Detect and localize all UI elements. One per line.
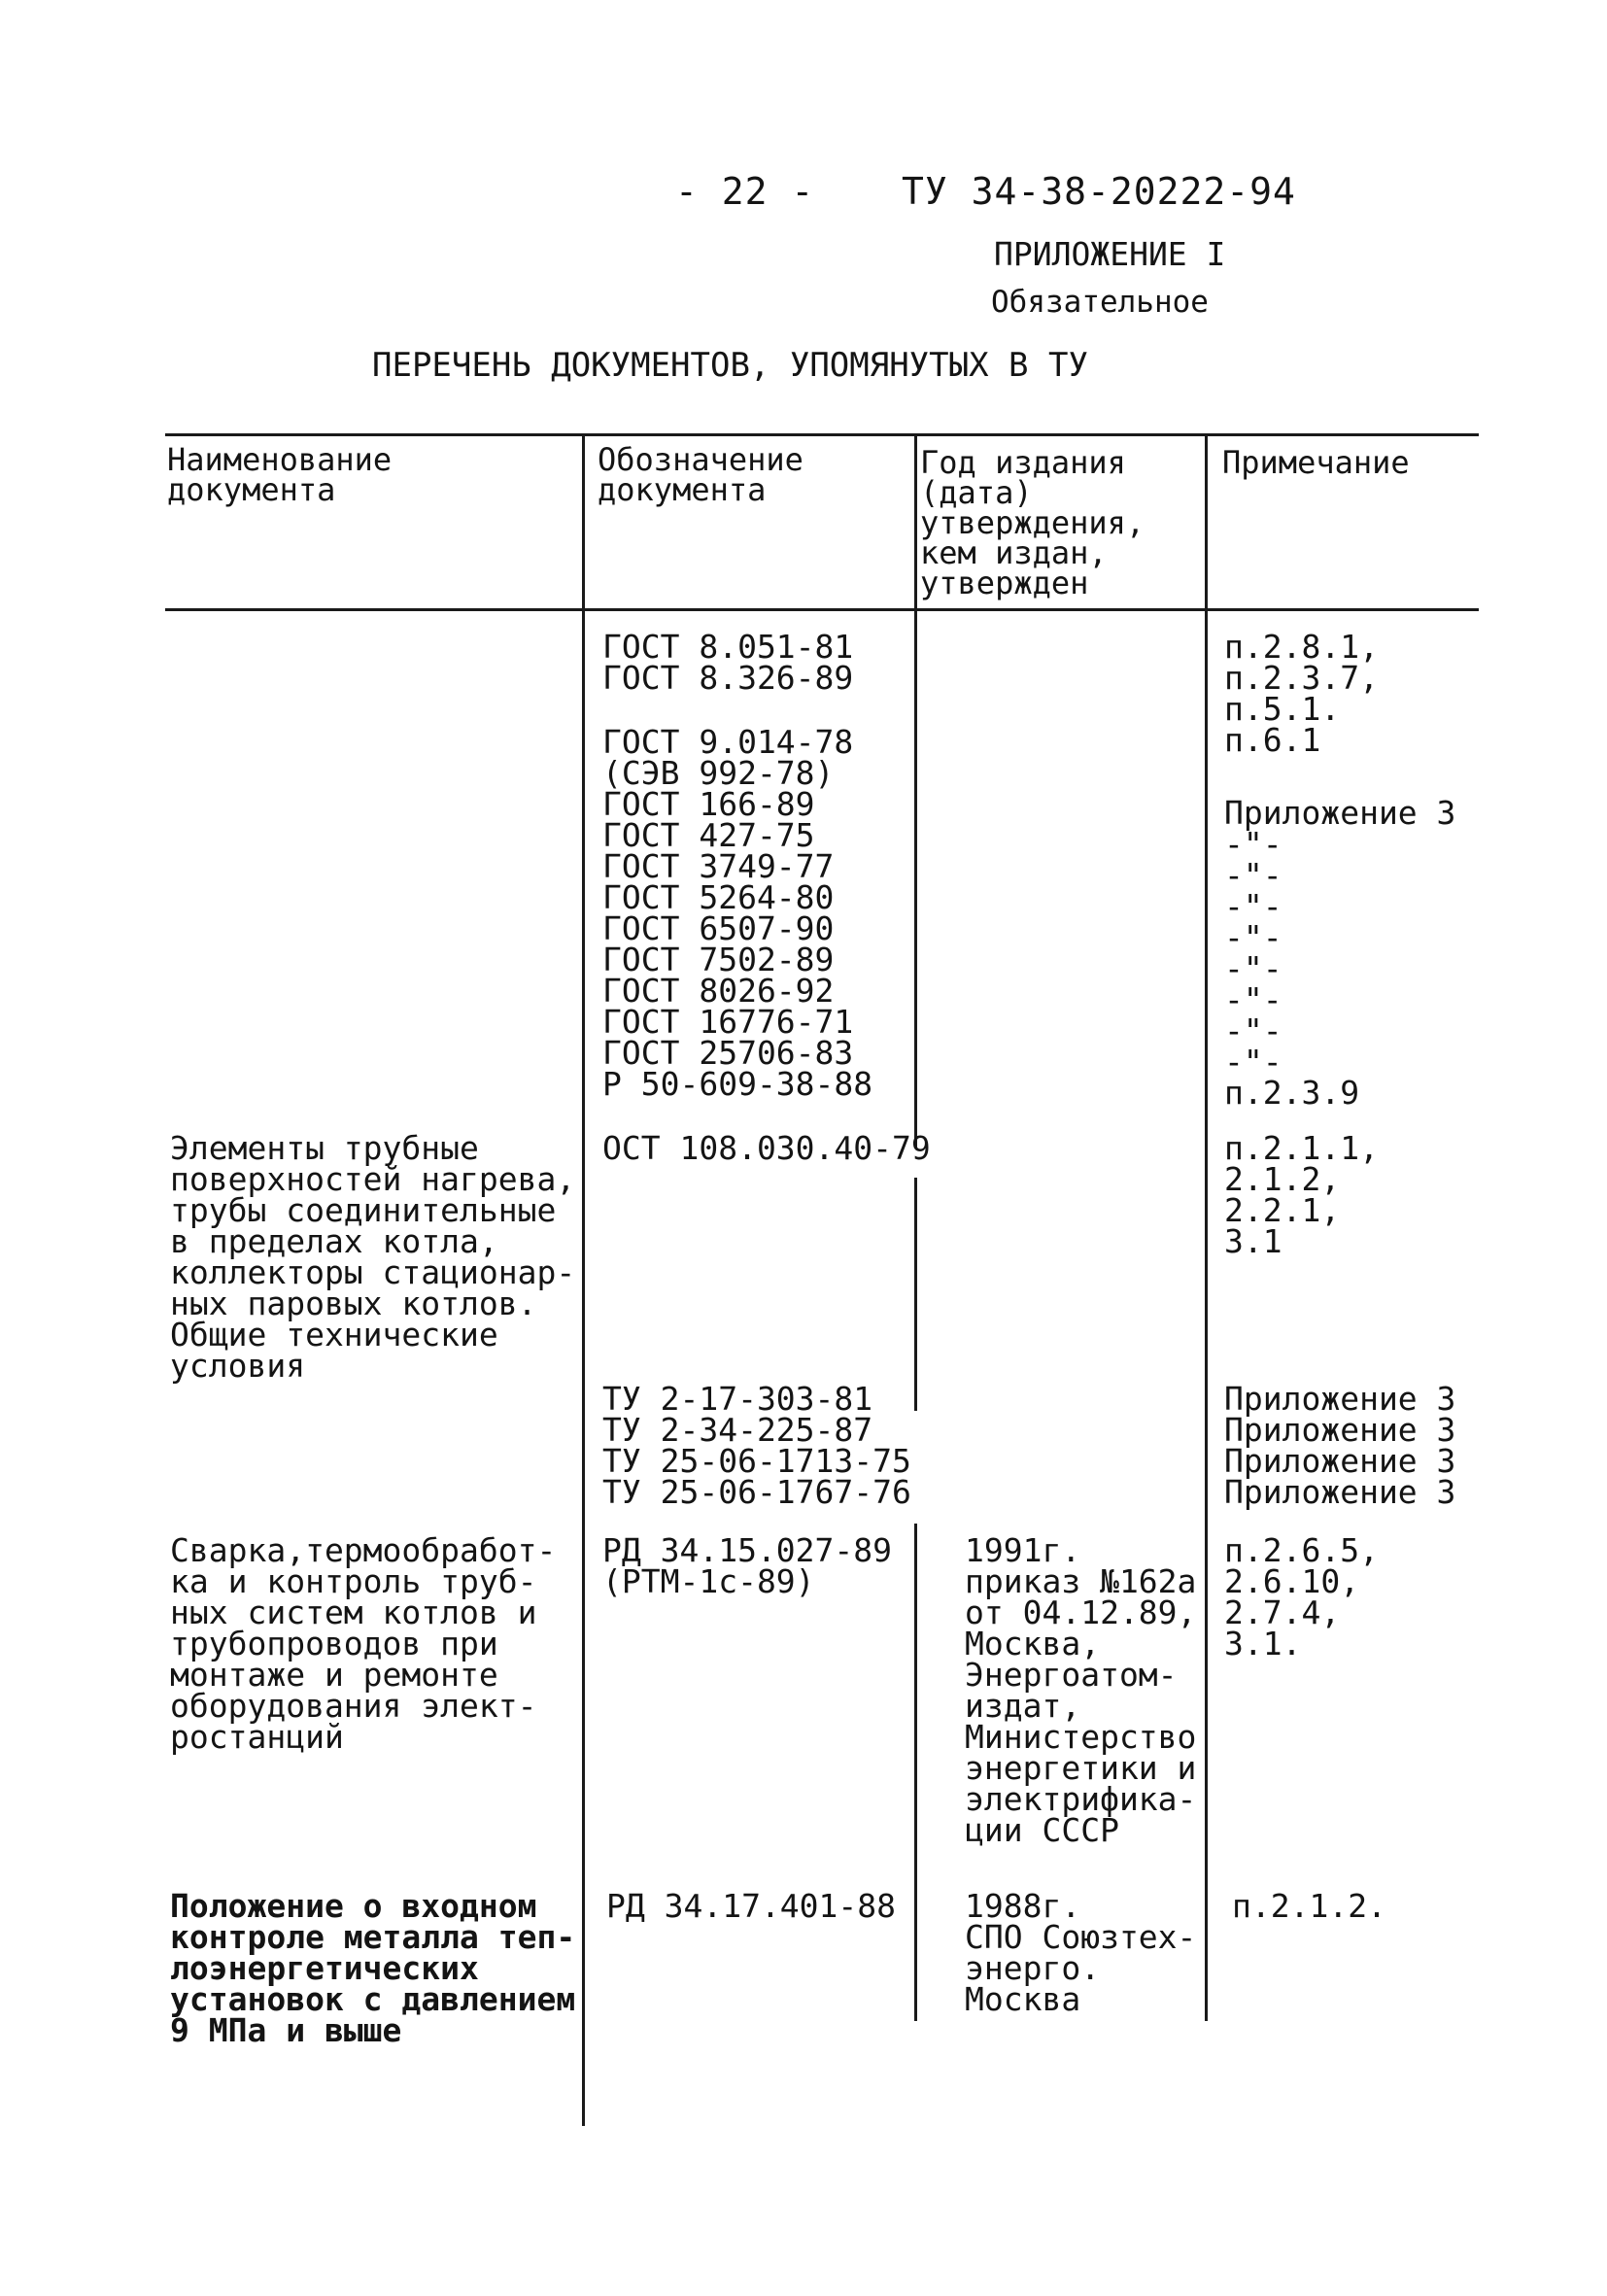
table-row-document-name: Элементы трубные поверхностей нагрева, трубы соединительные в пределах котла, коллекторы стационар- ных паровых котлов. Общие технические условия [170, 1129, 576, 1385]
table-row-publication-info: 1988г. СПО Союзтех- энерго. Москва [965, 1887, 1197, 2018]
column-divider-2 [914, 433, 917, 1148]
header-document-designation: Обозначение документа [598, 441, 804, 508]
table-row-designation: ОСТ 108.030.40-79 [602, 1129, 931, 1167]
column-divider-2-bottom [914, 1524, 917, 2021]
header-document-name: Наименование документа [167, 441, 393, 508]
column-divider-1 [582, 433, 585, 2126]
document-code: ТУ 34-38-20222-94 [902, 170, 1296, 213]
header-publication-year: Год издания (дата) утверждения, кем издан, утвержден [920, 444, 1145, 601]
table-row-note: п.2.8.1, п.2.3.7, п.5.1. п.6.1 [1224, 628, 1379, 759]
table-row-designation: ГОСТ 8.051-81 ГОСТ 8.326-89 [602, 628, 854, 697]
column-divider-3 [1205, 433, 1208, 2021]
column-divider-2-lower [914, 1178, 917, 1411]
table-header-divider [165, 608, 1479, 611]
table-row-publication-info: 1991г. приказ №162а от 04.12.89, Москва, Энергоатом- издат, Министерство энергетики и электрифика- ции СССР [965, 1531, 1197, 1849]
table-row-document-name: Сварка,термообработ- ка и контроль труб- ных систем котлов и трубопроводов при монтаже и ремонте оборудования элект- ростанций [170, 1531, 557, 1756]
table-row-designation: ТУ 2-17-303-81 ТУ 2-34-225-87 ТУ 25-06-1713-75 ТУ 25-06-1767-76 [602, 1380, 911, 1511]
appendix-status: Обязательное [991, 285, 1209, 320]
table-row-document-name: Положение о входном контроле металла теп- лоэнергетических установок с давлением 9 МПа и выше [170, 1887, 576, 2049]
header-note: Примечание [1222, 444, 1410, 481]
table-row-note: п.2.1.2. [1232, 1887, 1386, 1925]
table-row-note: п.2.6.5, 2.6.10, 2.7.4, 3.1. [1224, 1531, 1379, 1662]
table-row-designation: ГОСТ 9.014-78 (СЭВ 992-78) ГОСТ 166-89 ГОСТ 427-75 ГОСТ 3749-77 ГОСТ 5264-80 ГОСТ 6507-90 ГОСТ 7502-89 ГОСТ 8026-92 ГОСТ 16776-71 ГОСТ 25706-83 Р 50-609-38-88 [602, 723, 873, 1103]
table-row-designation: РД 34.15.027-89 (РТМ-1с-89) [602, 1531, 893, 1600]
page-title: ПЕРЕЧЕНЬ ДОКУМЕНТОВ, УПОМЯНУТЫХ В ТУ [372, 346, 1088, 385]
table-row-note: Приложение 3 Приложение 3 Приложение 3 Приложение 3 [1224, 1380, 1456, 1511]
table-row-note: п.2.1.1, 2.1.2, 2.2.1, 3.1 [1224, 1129, 1379, 1260]
table-row-note: Приложение 3 -"- -"- -"- -"- -"- -"- -"- -"- п.2.3.9 [1224, 794, 1456, 1112]
page-number: - 22 - [675, 170, 815, 213]
table-top-border [165, 433, 1479, 436]
appendix-label: ПРИЛОЖЕНИЕ I [994, 235, 1226, 273]
table-row-designation: РД 34.17.401-88 [606, 1887, 897, 1925]
